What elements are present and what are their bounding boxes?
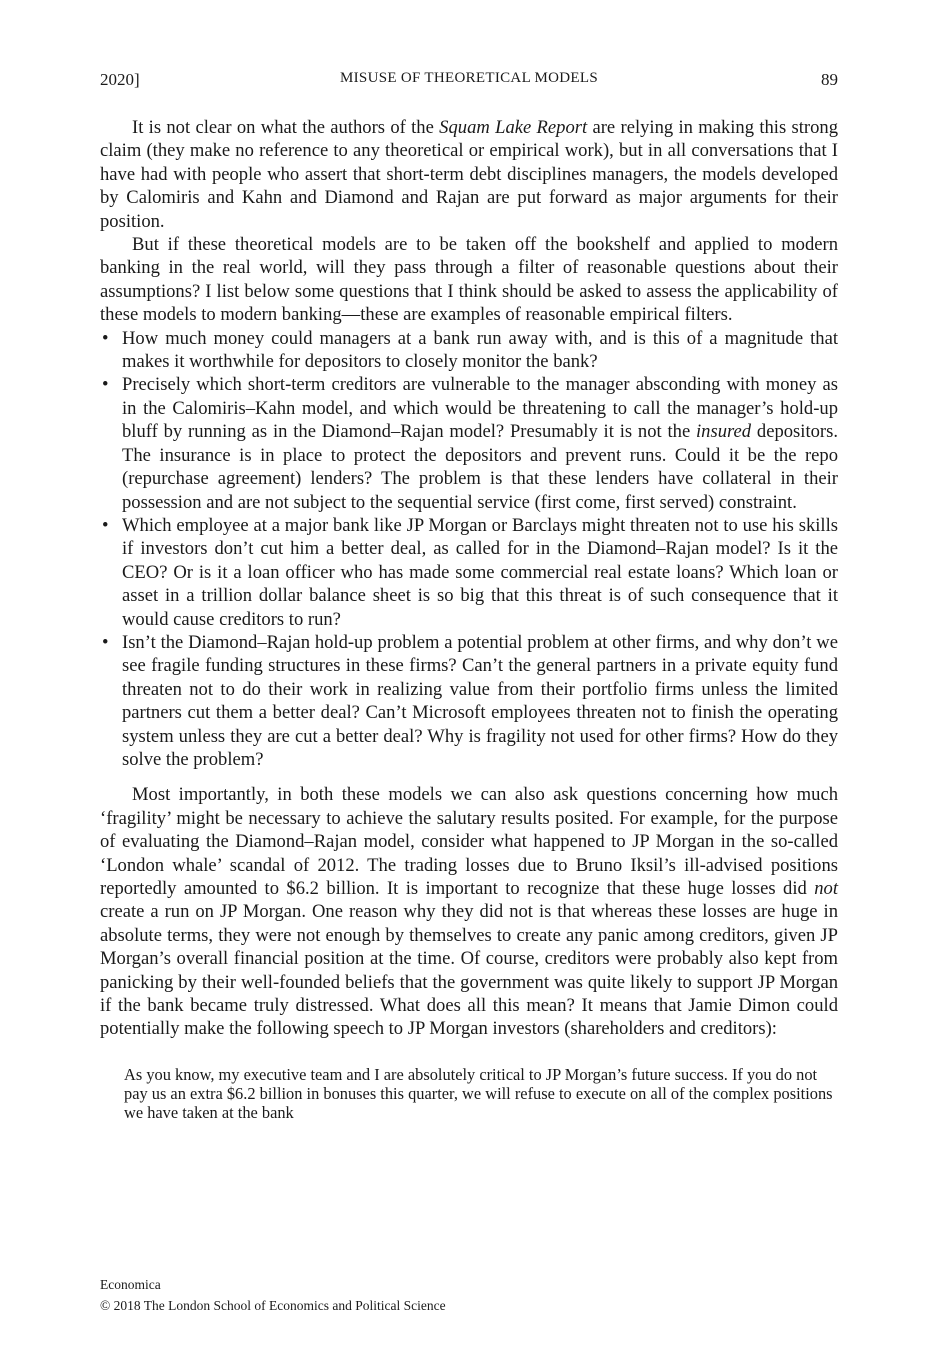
report-title: Squam Lake Report <box>439 117 588 138</box>
bullet-icon: • <box>102 327 109 349</box>
bullet-icon: • <box>102 631 109 653</box>
running-header <box>100 70 838 94</box>
paragraph-3: Most importantly, in both these models we can also ask questions concerning how much ‘fragility’ might be necessary to achieve the salutary results posited. For example, for the purpose of evaluating the Diamond–Rajan model, consider what happened to JP Morgan in the so-called ‘London whale’ scandal of 2012. The trading losses due to Bruno Iksil’s ill-advised positions reportedly amounted to $6.2 billion. It is important to recognize that these huge losses did not create a run on JP Morgan. One reason why they did not is that whereas these losses are huge in absolute terms, they were not enough by themselves to create any panic among creditors, given JP Morgan’s overall financial position at the time. Of course, creditors were probably also kept from panicking by their well-founded beliefs that the government was quite likely to support JP Morgan if the bank became truly distressed. What does all this mean? It means that Jamie Dimon could potentially make the following speech to JP Morgan investors (shareholders and creditors): <box>100 784 838 1040</box>
journal-name: Economica <box>100 1277 161 1292</box>
bullet-icon: • <box>102 374 109 396</box>
question-list <box>100 327 838 772</box>
page-number: 89 <box>821 70 838 89</box>
paragraph-2: But if these theoretical models are to be taken off the bookshelf and applied to modern banking in the real world, will they pass through a filter of reasonable questions about their assumptions? I list below some questions that I think should be asked to assess the applicability of these models to modern banking—these are examples of reasonable empirical filters. <box>100 234 838 326</box>
list-item: • Precisely which short-term creditors are vulnerable to the manager absconding with money as in the Calomiris–Kahn model, and which would be threatening to call the manager’s hold-up bluff by running as in the Diamond–Rajan model? Presumably it is not the insured depositors. The insurance is in place to protect the depositors and prevent runs. Could it be the repo (repurchase agreement) lenders? The problem is that these lenders have collateral in their possession and are not subject to the sequential service (first come, first served) constraint. <box>102 374 838 513</box>
article-body <box>100 116 838 1122</box>
list-item: • Which employee at a major bank like JP Morgan or Barclays might threaten not to use his skills if investors don’t cut him a better deal, as called for in the Diamond–Rajan model? Is it the CEO? Or is it a loan officer who has made some commercial real estate loans? Which loan or asset in a trillion dollar balance sheet is so big that this threat is of such consequence that it would cause creditors to run? <box>102 514 838 630</box>
page-footer <box>100 1274 446 1316</box>
journal-page <box>100 0 838 1366</box>
list-item: • How much money could managers at a bank run away with, and is this of a magnitude that makes it worthwhile for depositors to closely monitor the bank? <box>102 327 838 373</box>
bullet-icon: • <box>102 514 109 536</box>
header-year: 2020] <box>100 70 140 89</box>
header-running-title: MISUSE OF THEORETICAL MODELS <box>340 70 598 86</box>
block-quote: As you know, my executive team and I are absolutely critical to JP Morgan’s future success. If you do not pay us an extra $6.2 billion in bonuses this quarter, we will refuse to execute on all of the complex positions we have taken at the bank <box>124 1064 833 1122</box>
copyright-notice: © 2018 The London School of Economics and Political Science <box>100 1298 446 1313</box>
list-item: • Isn’t the Diamond–Rajan hold-up problem a potential problem at other firms, and why don’t we see fragile funding structures in these firms? Can’t the general partners in a private equity fund threaten not to do their work in realizing value from their portfolio firms unless the limited partners cut them a better deal? Can’t Microsoft employees threaten not to finish the operating system unless they are cut a better deal? Why is fragility not used for other firms? How do they solve the problem? <box>102 631 838 770</box>
paragraph-1: It is not clear on what the authors of the Squam Lake Report are relying in making this strong claim (they make no reference to any theoretical or empirical work), but in all conversations that I have had with people who assert that short-term debt disciplines managers, the models developed by Calomiris and Kahn and Diamond and Rajan are put forward as major arguments for their position. <box>100 117 839 232</box>
